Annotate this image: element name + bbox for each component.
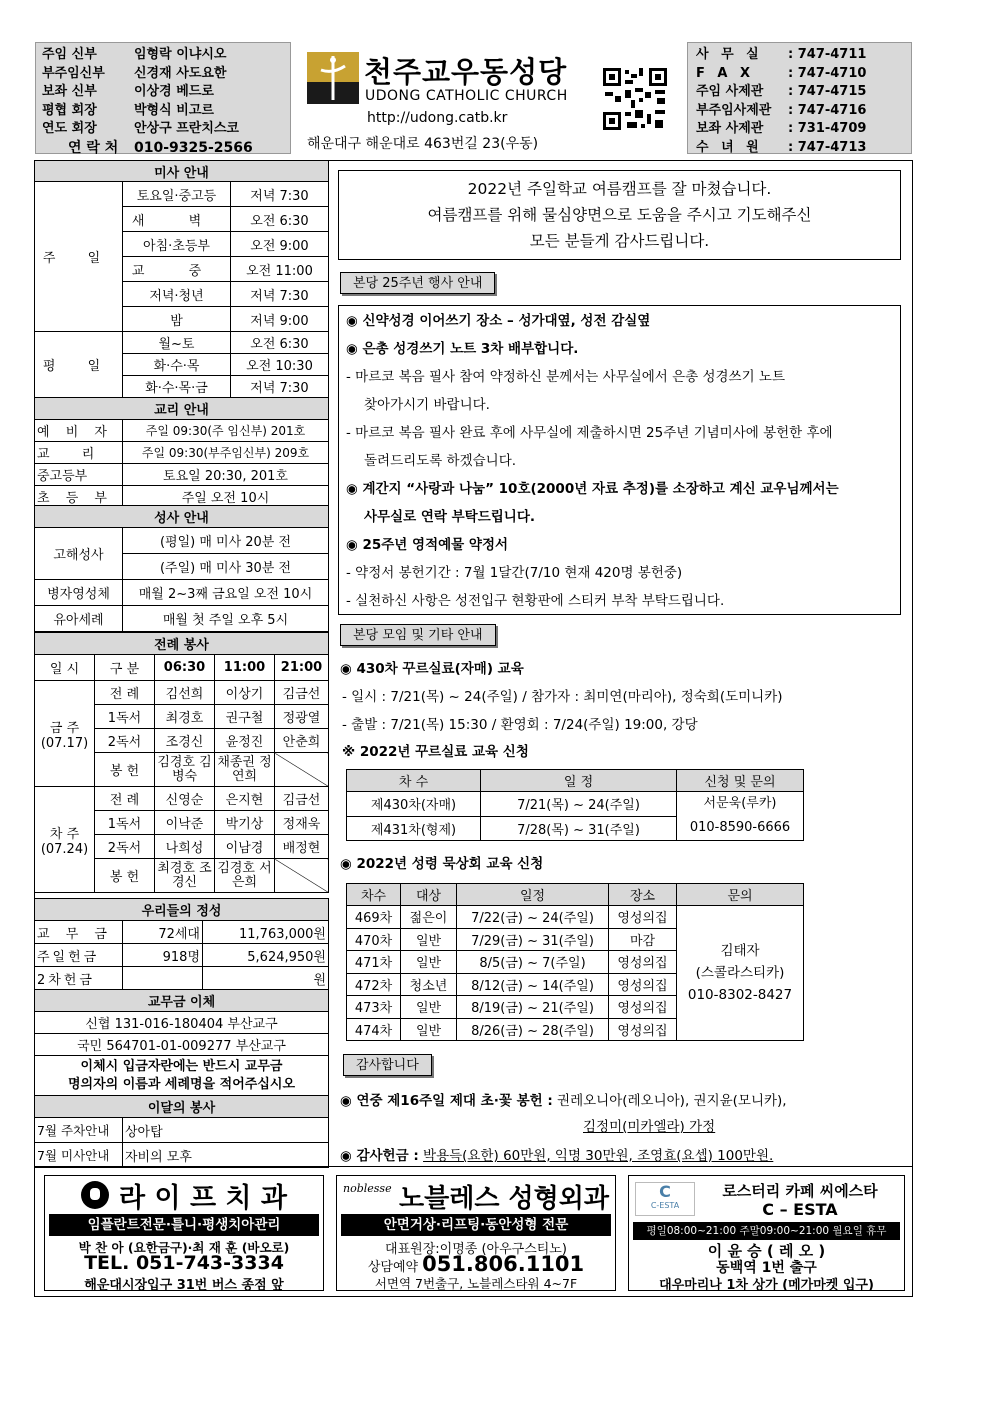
thanks-text: 권레오니아(레오니아), 권지윤(모니카), [557, 1093, 787, 1109]
server-name: 정광열 [275, 705, 329, 729]
church-name-en: UDONG CATHOLIC CHURCH [365, 88, 568, 104]
month-service-name: 7월 미사안내 [35, 1143, 123, 1168]
confession-time: (주일) 매 미사 30분 전 [123, 554, 329, 580]
server-name: 김금선 [275, 787, 329, 811]
retreat-date: 8/19(금) ~ 21(주일) [457, 996, 609, 1019]
mass-name: 밤 [123, 307, 231, 332]
retreat-head: 장소 [609, 884, 677, 906]
anniversary-line: 찾아가시기 바랍니다. [364, 397, 490, 413]
offering-name: 주일헌금 [35, 944, 123, 967]
cursillo-contact: 010-8590-6666 [689, 820, 791, 835]
server-name: 최경호 조경신 [155, 859, 215, 893]
server-name: 윤정진 [215, 729, 275, 753]
retreat-target: 일반 [401, 996, 457, 1019]
catechism-detail: 주일 09:30(부주임신부) 209호 [123, 442, 329, 464]
retreat-date: 8/5(금) ~ 7(주일) [457, 951, 609, 974]
mass-name: 토요일·중고등 [123, 182, 231, 207]
surgery-director: 대표원장:이명종 (아우구스티노) [385, 1242, 567, 1257]
staff-name: 신경재 사도요한 [134, 65, 227, 81]
retreat-place: 영성의집 [609, 996, 677, 1019]
mass-name: 교 중 [123, 257, 231, 282]
phone-number: 747-4710 [797, 65, 867, 81]
retreat-target: 젊은이 [401, 906, 457, 929]
cursillo-head: 차 수 [347, 770, 481, 792]
surgery-phone: 051.806.1101 [422, 1252, 585, 1276]
offering-amount: 5,624,950원 [203, 944, 329, 967]
mass-name: 저녁·청년 [123, 282, 231, 307]
offering-count [123, 967, 203, 990]
phone-label: F A X [696, 65, 755, 81]
sacrament-table [34, 505, 329, 632]
retreat-target: 청소년 [401, 973, 457, 996]
server-name: 김경호 김병숙 [155, 753, 215, 787]
service-role: 전 례 [95, 787, 155, 811]
sunday-label: 주 일 [35, 182, 123, 332]
confession-label: 고해성사 [35, 528, 123, 580]
service-role: 봉 헌 [95, 753, 155, 787]
mass-time: 저녁 7:30 [231, 182, 329, 207]
retreat-place: 영성의집 [609, 1018, 677, 1041]
thanks-label: ◉ 연중 제16주일 제대 초·꽃 봉헌 : [340, 1093, 553, 1109]
thanks-text: 김정미(미카엘라) 가정 [583, 1119, 716, 1135]
retreat-target: 일반 [401, 1018, 457, 1041]
retreat-place: 영성의집 [609, 906, 677, 929]
confession-time: (평일) 매 미사 20분 전 [123, 528, 329, 554]
retreat-session: 474차 [347, 1018, 401, 1041]
surgery-location: 서면역 7번출구, 노블레스타워 4~7F [374, 1276, 578, 1291]
notice-box [338, 170, 901, 260]
cursillo-session: 제430차(자매) [347, 792, 481, 817]
meeting-line: - 일시 : 7/21(목) ~ 24(주일) / 참가자 : 최미연(마리아), 정숙희(도미니카) [342, 689, 783, 705]
meeting-line: ※ 2022년 꾸르실료 교육 신청 [342, 744, 529, 760]
cafe-hours: 평일08:00~21:00 주말09:00~21:00 월요일 휴무 [633, 1222, 900, 1240]
surgery-name: 노블레스 성형외과 [399, 1184, 609, 1214]
cafe-location: 대우마리나 1차 상가 (메가마켓 입구) [659, 1278, 874, 1293]
phone-label: 부주임사제관 [696, 102, 772, 118]
server-name: 권구철 [215, 705, 275, 729]
service-role: 1독서 [95, 705, 155, 729]
cursillo-table [346, 769, 804, 841]
retreat-date: 7/22(금) ~ 24(주일) [457, 906, 609, 929]
service-role: 봉 헌 [95, 859, 155, 893]
offering-table [34, 898, 329, 1168]
dental-location: 해운대시장입구 31번 버스 종점 앞 [84, 1278, 284, 1293]
server-name: 안춘희 [275, 729, 329, 753]
staff-name: 임형락 이냐시오 [134, 47, 227, 62]
week-date: (07.24) [40, 841, 89, 857]
phone-box: 사 무 실 : 747-4711 F A X : 747-4710 주임 사제관 : 747-4715 부주임사제관 : 747-4716 보좌 사제관 : 731-4709 수 녀 원 : 747-4713 [687, 42, 912, 154]
staff-role: 부주임신부 [42, 65, 105, 81]
phone-label: 보좌 사제관 [696, 121, 764, 136]
mass-table [34, 160, 329, 508]
sacrament-title: 성사 안내 [35, 506, 329, 528]
service-head: 21:00 [275, 655, 329, 681]
anniversary-line: ◉ 은총 성경쓰기 노트 3차 배부합니다. [346, 341, 579, 357]
surgery-phone-label: 상담예약 [367, 1260, 419, 1275]
retreat-date: 8/12(금) ~ 14(주일) [457, 973, 609, 996]
mass-time: 저녁 9:00 [231, 307, 329, 332]
retreat-head: 일정 [457, 884, 609, 906]
cursillo-session: 제431차(형제) [347, 816, 481, 841]
cursillo-head: 일 정 [481, 770, 677, 792]
offering-amount: 원 [203, 967, 329, 990]
retreat-contact: (스콜라스티카) [695, 965, 785, 981]
server-name: 이상기 [215, 681, 275, 705]
catechism-name: 교 리 [35, 442, 123, 464]
month-service-group: 상아탑 [123, 1118, 329, 1143]
mass-time: 오전 11:00 [231, 257, 329, 282]
month-service-group: 자비의 모후 [123, 1143, 329, 1168]
service-role: 전 례 [95, 681, 155, 705]
staff-role: 연 락 처 [68, 139, 119, 156]
mass-time: 저녁 7:30 [231, 282, 329, 307]
offering-amount: 11,763,000원 [203, 921, 329, 944]
offering-name: 교 무 금 [35, 921, 123, 944]
sacrament-name: 유아세례 [35, 606, 123, 632]
cursillo-date: 7/28(목) ~ 31(주일) [481, 816, 677, 841]
mass-time: 오전 6:30 [231, 207, 329, 232]
staff-role: 연도 회장 [42, 121, 97, 136]
month-service-name: 7월 주차안내 [35, 1118, 123, 1143]
empty-diagonal-cell [275, 859, 329, 893]
section-tab-meetings: 본당 모임 및 기타 안내 [340, 624, 496, 646]
month-service-title: 이달의 봉사 [35, 1096, 329, 1118]
staff-box [35, 42, 291, 154]
retreat-session: 470차 [347, 928, 401, 951]
sacrament-name: 병자영성체 [35, 580, 123, 606]
offering-count: 918명 [123, 944, 203, 967]
offering-name: 2차헌금 [35, 967, 123, 990]
server-name: 김선희 [155, 681, 215, 705]
staff-role: 보좌 신부 [42, 84, 97, 99]
anniversary-line: - 약정서 봉헌기간 : 7월 1달간(7/10 현재 420명 봉헌중) [346, 565, 683, 581]
anniversary-line: ◉ 신약성경 이어쓰기 장소 – 성가대옆, 성전 감실옆 [346, 313, 651, 329]
anniversary-line: - 실천하신 사항은 성전입구 현황판에 스티커 부착 부탁드립니다. [346, 593, 725, 609]
anniversary-line: - 마르코 복음 필사 완료 후에 사무실에 제출하시면 25주년 기념미사에 봉헌한 후에 [346, 425, 833, 441]
service-role: 1독서 [95, 811, 155, 835]
phone-label: 수 녀 원 [696, 139, 763, 155]
cesta-logo-icon: C C-ESTA [635, 1182, 695, 1216]
retreat-head: 차수 [347, 884, 401, 906]
retreat-target: 일반 [401, 951, 457, 974]
server-name: 배정현 [275, 835, 329, 859]
server-name: 은지현 [215, 787, 275, 811]
tooth-logo-icon [81, 1181, 109, 1209]
service-head: 06:30 [155, 655, 215, 681]
surgery-subtitle: 안면거상·리프팅·동안성형 전문 [341, 1214, 611, 1236]
staff-name: 이상경 베드로 [134, 84, 214, 99]
cafe-name: 로스터리 카페 씨에스타 [722, 1182, 878, 1200]
qr-code-icon[interactable] [601, 66, 669, 132]
catechism-name: 예 비 자 [35, 420, 123, 442]
contact-phone: 010-9325-2566 [134, 139, 253, 156]
section-tab-thanks: 감사합니다 [343, 1054, 432, 1076]
ad-dental[interactable] [44, 1175, 324, 1291]
retreat-date: 7/29(금) ~ 31(주일) [457, 928, 609, 951]
server-name: 이남경 [215, 835, 275, 859]
week-date: (07.17) [40, 735, 89, 751]
mass-name: 화·수·목·금 [123, 376, 231, 398]
dental-name: 라 이 프 치 과 [118, 1182, 287, 1214]
dental-subtitle: 임플란트전문·틀니·평생치아관리 [49, 1214, 319, 1236]
staff-role: 평협 회장 [42, 102, 97, 118]
server-name: 이낙준 [155, 811, 215, 835]
retreat-head: 대상 [401, 884, 457, 906]
anniversary-line: - 마르코 복음 필사 참여 약정하신 분께서는 사무실에서 은총 성경쓰기 노트 [346, 369, 786, 385]
church-url[interactable]: http://udong.catb.kr [367, 110, 508, 126]
transfer-note: 이체시 입금자란에는 반드시 교무금 [80, 1058, 283, 1074]
mass-name: 월~토 [123, 332, 231, 354]
mass-name: 아침·초등부 [123, 232, 231, 257]
server-name: 김경호 서은희 [215, 859, 275, 893]
notice-line: 2022년 주일학교 여름캠프를 잘 마쳤습니다. [467, 180, 772, 198]
dental-phone: TEL. 051-743-3334 [84, 1252, 284, 1274]
server-name: 최경호 [155, 705, 215, 729]
mass-time: 오전 10:30 [231, 354, 329, 376]
anniversary-line: 돌려드리도록 하겠습니다. [364, 453, 517, 469]
cafe-exit: 동백역 1번 출구 [716, 1260, 817, 1276]
catechism-title: 교리 안내 [35, 398, 329, 420]
server-name: 김금선 [275, 681, 329, 705]
retreat-place: 영성의집 [609, 951, 677, 974]
retreat-session: 472차 [347, 973, 401, 996]
church-logo-icon [307, 52, 359, 104]
service-role: 2독서 [95, 729, 155, 753]
service-head: 일 시 [35, 655, 95, 681]
dental-doctors: 박 찬 아 (요한금구)·최 재 훈 (바오로) [78, 1240, 290, 1255]
week-label: 금 주 [49, 720, 80, 736]
service-title: 전례 봉사 [35, 633, 329, 655]
retreat-date: 8/26(금) ~ 28(주일) [457, 1018, 609, 1041]
anniversary-line: ◉ 25주년 영적예물 약정서 [346, 537, 509, 553]
retreat-place: 마감 [609, 928, 677, 951]
server-name: 박기상 [215, 811, 275, 835]
cafe-logo-text: C-ESTA [650, 1201, 680, 1210]
sacrament-detail: 매월 2~3째 금요일 오전 10시 [123, 580, 329, 606]
phone-number: 747-4715 [797, 84, 867, 99]
anniversary-line: ◉ 계간지 “사랑과 나눔” 10호(2000년 자료 추정)를 소장하고 계신 교우님께서는 [346, 481, 839, 497]
offering-count: 72세대 [123, 921, 203, 944]
thanks-label: ◉ 감사헌금 : [340, 1148, 419, 1164]
mass-title: 미사 안내 [35, 161, 329, 182]
phone-number: 747-4713 [797, 139, 867, 155]
thanks-text: 박용득(요한) 60만원, 익명 30만원, 조영효(요셉) 100만원. [423, 1148, 774, 1164]
staff-name: 박형식 비고르 [134, 102, 214, 118]
phone-number: 747-4716 [797, 102, 867, 118]
phone-label: 주임 사제관 [696, 84, 764, 99]
catechism-detail: 주일 오전 10시 [123, 486, 329, 508]
notice-line: 모든 분들게 감사드립니다. [529, 232, 710, 250]
meeting-line: - 출발 : 7/21(목) 15:30 / 환영회 : 7/24(주일) 19:00, 강당 [342, 717, 698, 733]
cursillo-date: 7/21(목) ~ 24(주일) [481, 792, 677, 817]
ad-cafe[interactable] [628, 1175, 905, 1291]
notice-line: 여름캠프를 위해 물심양면으로 도움을 주시고 기도해주신 [427, 206, 812, 224]
mass-time: 오전 9:00 [231, 232, 329, 257]
mass-time: 저녁 7:30 [231, 376, 329, 398]
catechism-name: 초 등 부 [35, 486, 123, 508]
church-name: 천주교우동성당 [364, 55, 568, 89]
server-name: 조경신 [155, 729, 215, 753]
bank-account: 신협 131-016-180404 부산교구 [35, 1012, 329, 1034]
liturgy-service-table [34, 632, 329, 893]
ad-plastic-surgery[interactable] [336, 1175, 616, 1291]
anniversary-line: 사무실로 연락 부탁드립니다. [364, 509, 536, 525]
retreat-table [346, 883, 804, 1041]
retreat-session: 471차 [347, 951, 401, 974]
section-tab-25th: 본당 25주년 행사 안내 [340, 272, 495, 294]
catechism-detail: 토요일 20:30, 201호 [123, 464, 329, 486]
service-head: 구 분 [95, 655, 155, 681]
service-head: 11:00 [215, 655, 275, 681]
retreat-head: 문의 [677, 884, 804, 906]
staff-name: 안상구 프란치스코 [134, 121, 239, 136]
catechism-detail: 주일 09:30(주 임신부) 201호 [123, 420, 329, 442]
empty-diagonal-cell [275, 753, 329, 787]
retreat-session: 469차 [347, 906, 401, 929]
cafe-name-en: C – ESTA [762, 1200, 838, 1219]
server-name: 신영순 [155, 787, 215, 811]
weekday-label: 평 일 [35, 332, 123, 398]
retreat-contact: 김태자 [720, 943, 760, 959]
mass-time: 오전 6:30 [231, 332, 329, 354]
retreat-session: 473차 [347, 996, 401, 1019]
retreat-place: 영성의집 [609, 973, 677, 996]
offering-title: 우리들의 정성 [35, 899, 329, 921]
phone-number: 731-4709 [797, 121, 867, 136]
week-label: 차 주 [49, 826, 80, 842]
cursillo-head: 신청 및 문의 [677, 770, 804, 792]
church-address: 해운대구 해운대로 463번길 23(우동) [307, 136, 539, 152]
retreat-target: 일반 [401, 928, 457, 951]
server-name: 채종권 정연희 [215, 753, 275, 787]
transfer-title: 교무금 이체 [35, 990, 329, 1012]
noblesse-brand: noblesse [343, 1182, 392, 1195]
staff-role: 주임 신부 [42, 47, 97, 62]
ads-divider [34, 1166, 913, 1167]
retreat-contact: 010-8302-8427 [687, 987, 793, 1003]
meeting-line: ◉ 430차 꾸르실료(자매) 교육 [340, 661, 524, 677]
phone-label: 사 무 실 [696, 47, 763, 62]
service-role: 2독서 [95, 835, 155, 859]
server-name: 나희성 [155, 835, 215, 859]
cursillo-contact: 서문욱(루카) [703, 796, 777, 811]
phone-number: 747-4711 [797, 47, 867, 62]
catechism-name: 중고등부 [35, 464, 123, 486]
server-name: 정재욱 [275, 811, 329, 835]
cafe-owner: 이 윤 승 ( 레 오 ) [707, 1242, 826, 1260]
transfer-note: 명의자의 이름과 세례명을 적어주십시오 [67, 1076, 296, 1092]
retreat-title: ◉ 2022년 성령 묵상회 교육 신청 [340, 856, 544, 872]
mass-name: 화·수·목 [123, 354, 231, 376]
bank-account: 국민 564701-01-009277 부산교구 [35, 1034, 329, 1056]
mass-name: 새 벽 [123, 207, 231, 232]
sacrament-detail: 매월 첫 주일 오후 5시 [123, 606, 329, 632]
